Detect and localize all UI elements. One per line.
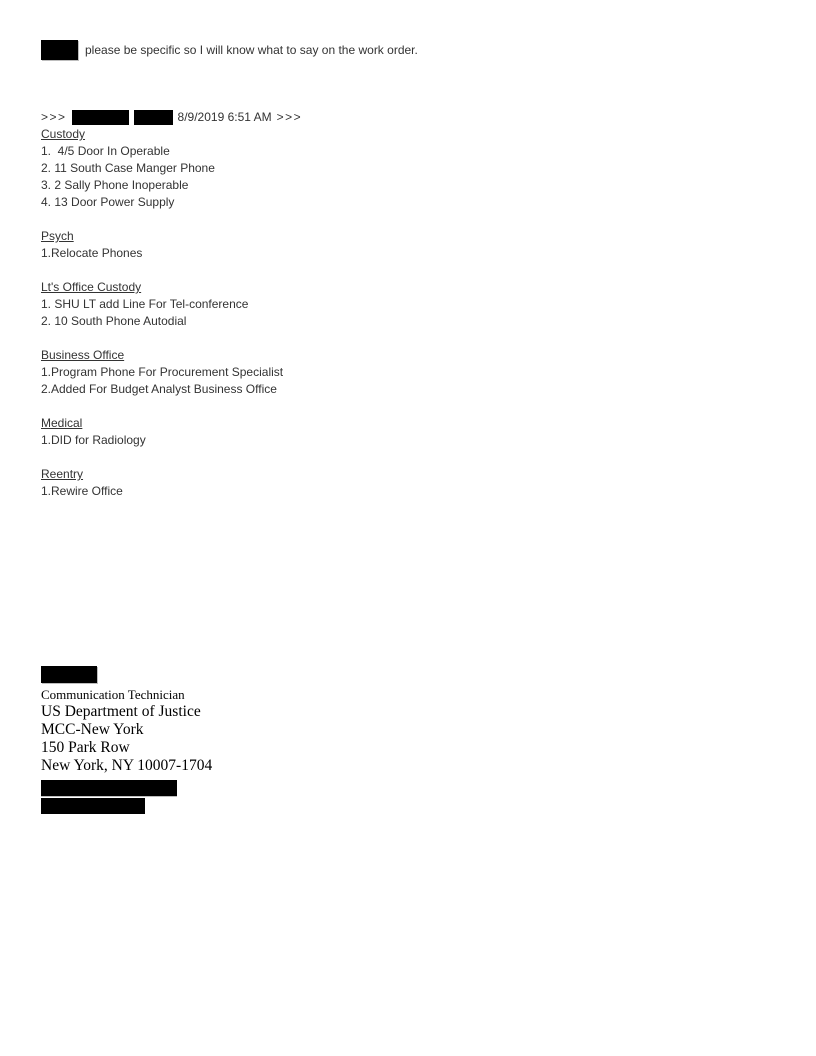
list-item: 1. SHU LT add Line For Tel-conference <box>41 297 249 311</box>
signature-street: 150 Park Row <box>41 739 130 756</box>
thread-header-line <box>41 109 641 126</box>
signature-city: New York, NY 10007-1704 <box>41 757 213 774</box>
section-business-office <box>41 347 641 398</box>
section-title: Business Office <box>41 348 125 362</box>
list-item: 4. 13 Door Power Supply <box>41 195 175 209</box>
email-body <box>41 109 641 500</box>
section-custody <box>41 126 641 211</box>
signature-facility: MCC-New York <box>41 721 144 738</box>
intro-line <box>41 40 418 60</box>
signature-block <box>41 666 212 814</box>
list-item: 1.DID for Radiology <box>41 433 146 447</box>
list-item: 1.Program Phone For Procurement Specialist <box>41 365 284 379</box>
thread-prefix: >>> <box>41 110 67 124</box>
signature-job-title: Communication Technician <box>41 687 185 702</box>
redaction-recipient-name <box>41 40 78 60</box>
section-title: Reentry <box>41 467 84 481</box>
list-item: 2.Added For Budget Analyst Business Office <box>41 382 277 396</box>
section-psych <box>41 228 641 262</box>
signature-org: US Department of Justice <box>41 703 201 720</box>
redaction-phone-line-2 <box>41 798 145 814</box>
section-title: Custody <box>41 127 86 141</box>
list-item: 1. 4/5 Door In Operable <box>41 144 170 158</box>
list-item: 1.Relocate Phones <box>41 246 143 260</box>
section-reentry <box>41 466 641 500</box>
intro-text: please be specific so I will know what to say on the work order. <box>85 43 418 57</box>
section-lts-office-custody <box>41 279 641 330</box>
list-item: 2. 10 South Phone Autodial <box>41 314 187 328</box>
thread-suffix: >>> <box>276 110 303 124</box>
redaction-signature-name <box>41 666 97 683</box>
list-item: 3. 2 Sally Phone Inoperable <box>41 178 189 192</box>
section-title: Medical <box>41 416 83 430</box>
thread-datetime: 8/9/2019 6:51 AM <box>177 110 272 124</box>
section-medical <box>41 415 641 449</box>
redaction-phone-line-1 <box>41 780 177 796</box>
redaction-sender-first-name <box>72 110 129 125</box>
section-title: Lt's Office Custody <box>41 280 142 294</box>
section-title: Psych <box>41 229 74 243</box>
list-item: 1.Rewire Office <box>41 484 123 498</box>
list-item: 2. 11 South Case Manger Phone <box>41 161 215 175</box>
redaction-sender-last-name <box>134 110 173 125</box>
